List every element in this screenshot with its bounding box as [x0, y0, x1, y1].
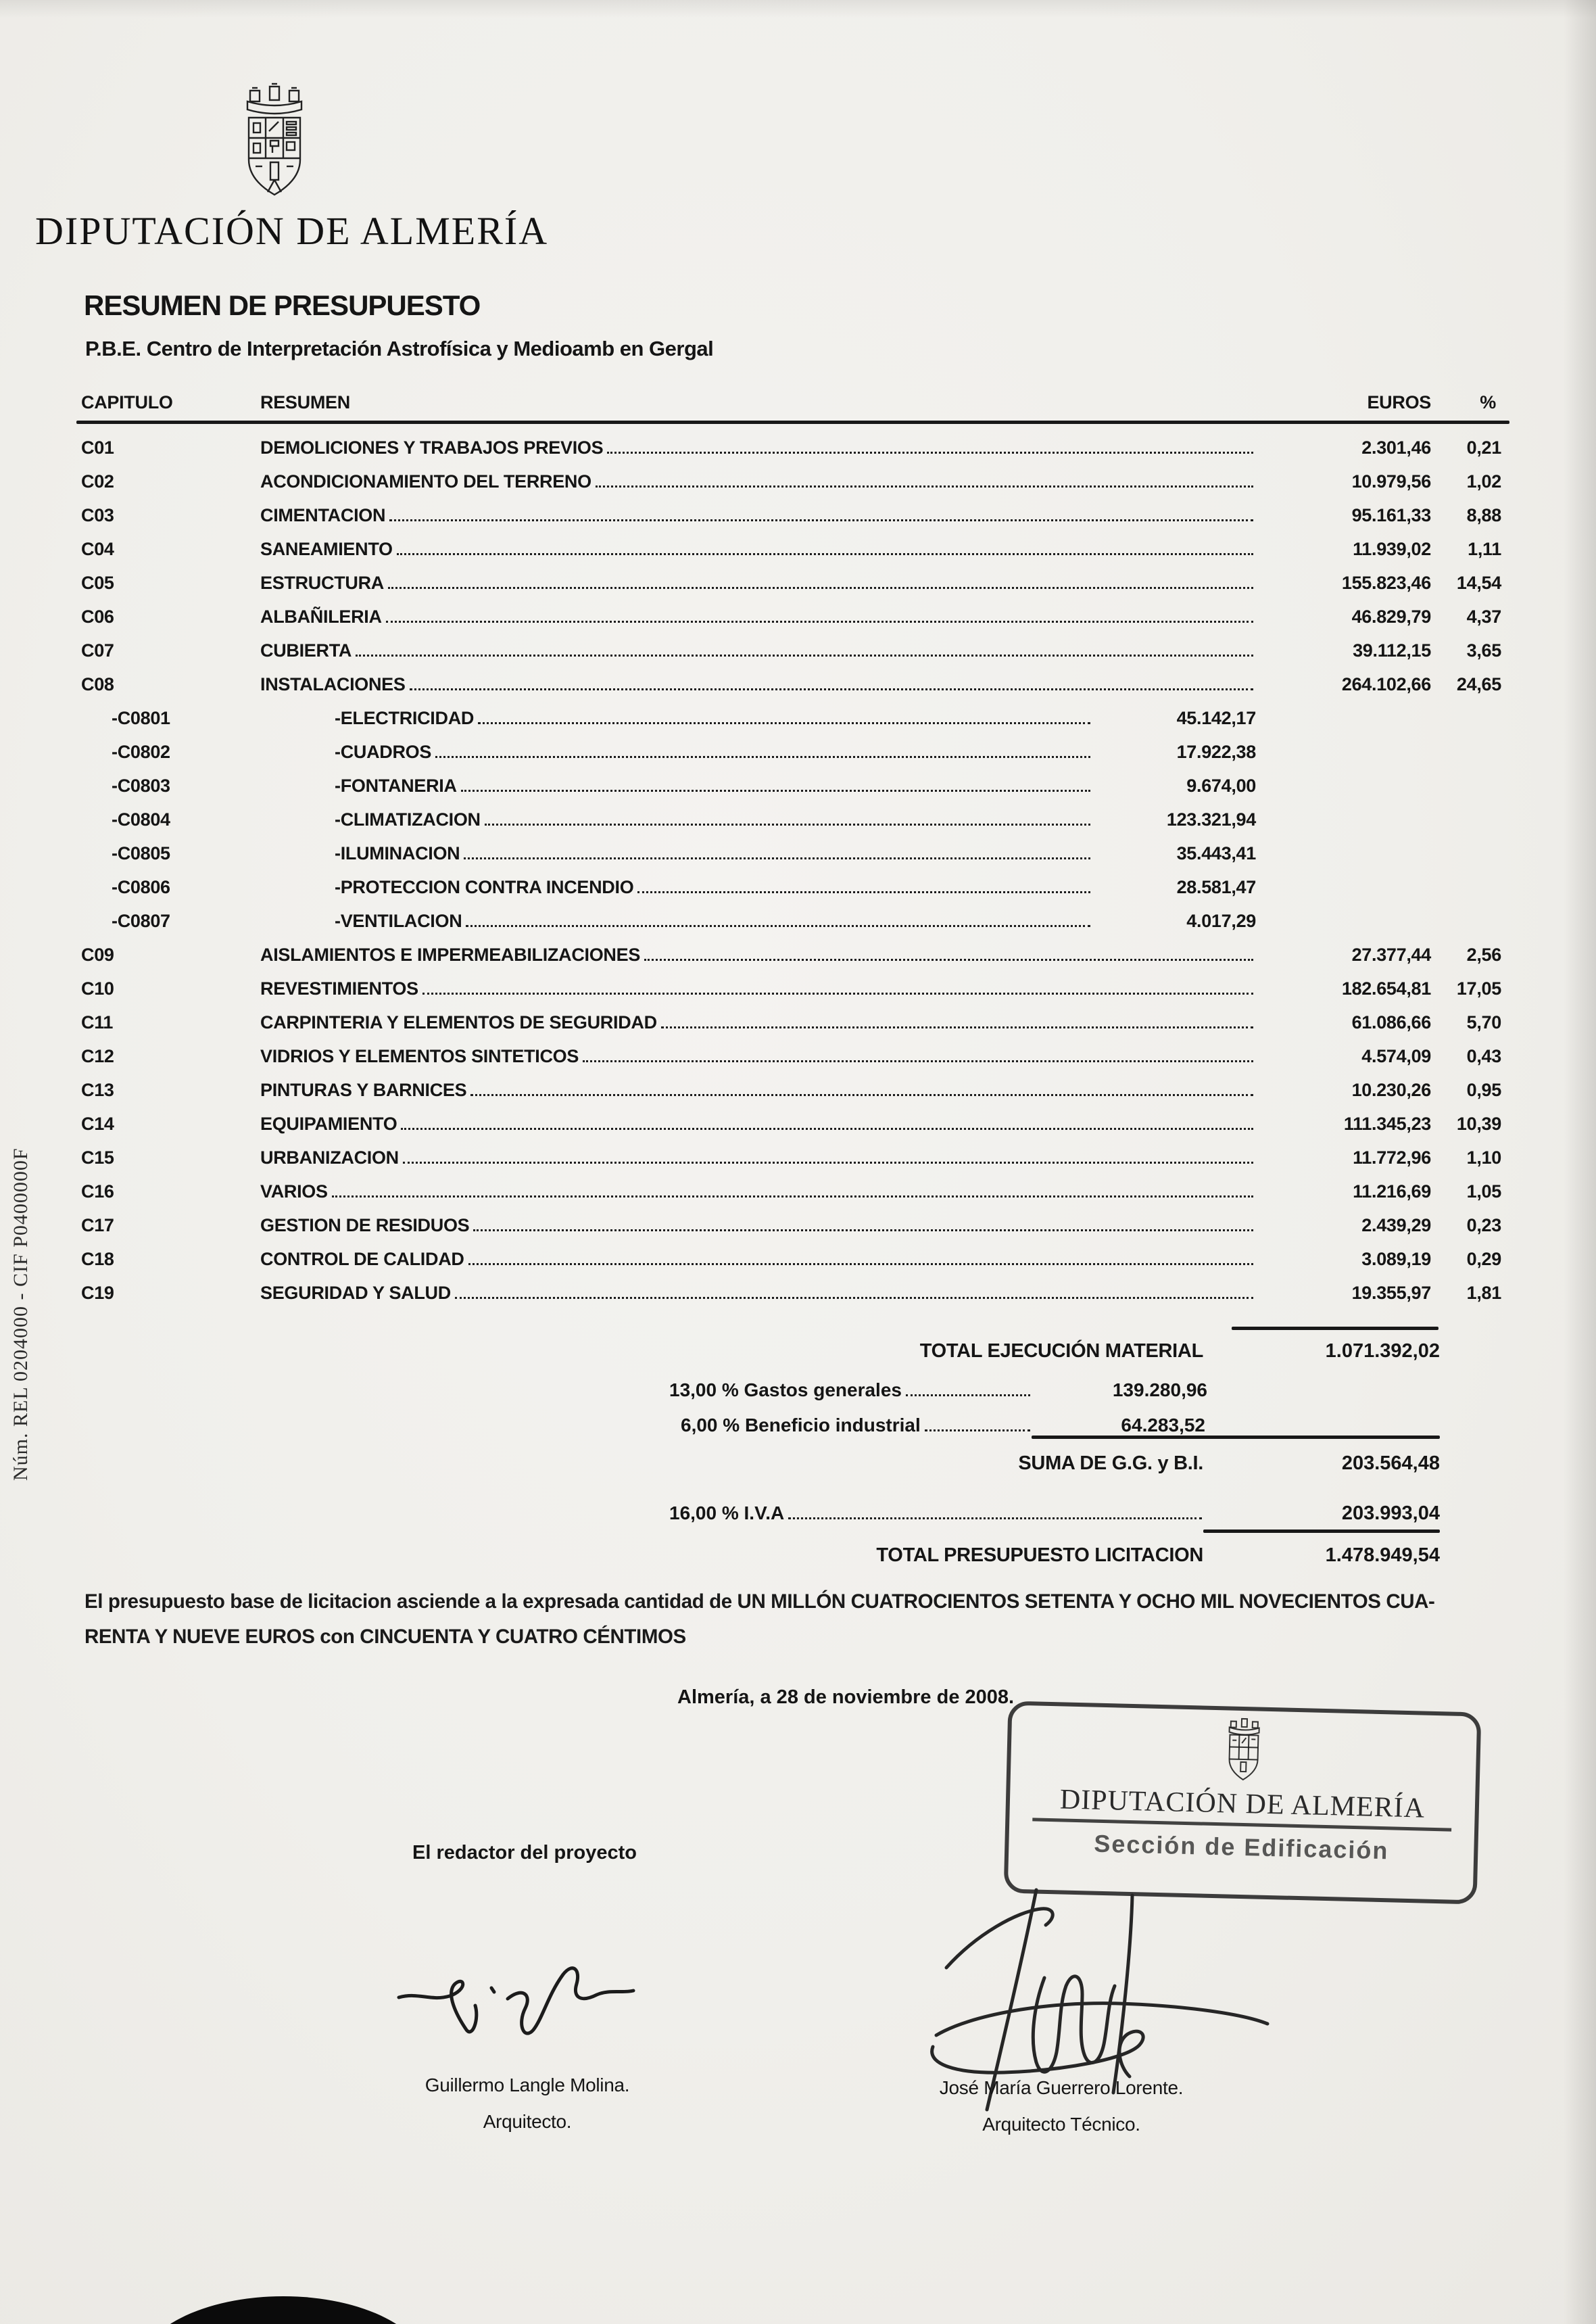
dotted-leader — [468, 1263, 1253, 1265]
chapter-description: -CUADROS — [335, 742, 432, 762]
chapter-amount-euros: 95.161,33 — [1351, 505, 1431, 525]
chapter-code: -C0803 — [112, 776, 170, 796]
chapter-description: REVESTIMIENTOS — [260, 978, 418, 999]
chapter-description: -FONTANERIA — [335, 776, 457, 796]
dotted-leader — [455, 1297, 1253, 1299]
chapter-description: CUBIERTA — [260, 640, 352, 661]
chapter-amount-euros: 123.321,94 — [1166, 809, 1256, 830]
chapter-code: C10 — [81, 978, 114, 999]
amount-in-words-line2: RENTA Y NUEVE EUROS con CINCUENTA Y CUATRO CÉNTIMOS — [84, 1626, 686, 1648]
table-row — [0, 1072, 1596, 1106]
chapter-description-wrap — [260, 1147, 1256, 1168]
chapter-amount-euros: 2.301,46 — [1361, 437, 1431, 458]
chapter-amount-euros: 46.829,79 — [1351, 607, 1431, 627]
coat-of-arms-icon — [235, 80, 314, 200]
chapter-amount-euros: 9.674,00 — [1186, 776, 1256, 796]
dotted-leader — [422, 993, 1253, 995]
chapter-percent: 1,81 — [1466, 1283, 1501, 1303]
chapter-amount-euros: 2.439,29 — [1361, 1215, 1431, 1235]
dotted-leader — [637, 891, 1090, 893]
chapter-description: SANEAMIENTO — [260, 539, 393, 559]
chapter-percent: 2,56 — [1466, 945, 1501, 965]
chapter-description: ALBAÑILERIA — [260, 607, 382, 627]
dotted-leader — [661, 1026, 1253, 1028]
dotted-leader — [470, 1094, 1253, 1096]
dotted-leader — [464, 857, 1090, 859]
chapter-percent: 1,10 — [1466, 1147, 1501, 1168]
table-row — [0, 869, 1596, 903]
chapter-description: DEMOLICIONES Y TRABAJOS PREVIOS — [260, 437, 604, 458]
rule-above-total-licitacion — [1203, 1529, 1440, 1533]
chapter-percent: 1,02 — [1466, 471, 1501, 492]
chapter-percent: 14,54 — [1456, 573, 1501, 593]
right-signer-name: José María Guerrero Lorente. — [939, 2077, 1184, 2098]
scan-edge-shade — [1564, 0, 1596, 2324]
stamp-section: Sección de Edificación — [1093, 1829, 1389, 1865]
chapter-description-wrap — [260, 1012, 1256, 1033]
dotted-leader — [389, 519, 1253, 521]
suma-label: SUMA DE G.G. y B.I. — [1018, 1452, 1203, 1474]
signature-left — [389, 1939, 652, 2054]
chapter-description-wrap — [335, 877, 1093, 898]
document-title: RESUMEN DE PRESUPUESTO — [84, 289, 481, 321]
chapter-description: -VENTILACION — [335, 911, 462, 931]
chapter-code: C17 — [81, 1215, 114, 1235]
chapter-description: CONTROL DE CALIDAD — [260, 1249, 464, 1269]
dotted-leader — [788, 1517, 1202, 1519]
chapter-amount-euros: 155.823,46 — [1341, 573, 1431, 593]
table-row — [0, 1038, 1596, 1072]
dotted-leader — [332, 1195, 1253, 1197]
table-row — [0, 463, 1596, 497]
chapter-description-wrap — [260, 1046, 1256, 1067]
stamp-organization: DIPUTACIÓN DE ALMERÍA — [1059, 1784, 1426, 1824]
chapter-description: -CLIMATIZACION — [335, 809, 481, 830]
chapter-percent: 3,65 — [1466, 640, 1501, 661]
chapter-amount-euros: 11.939,02 — [1353, 539, 1431, 559]
chapter-amount-euros: 17.922,38 — [1176, 742, 1256, 762]
chapter-code: C03 — [81, 505, 114, 525]
suma-value: 203.564,48 — [1341, 1452, 1440, 1474]
chapter-description-wrap — [260, 1249, 1256, 1270]
table-row — [0, 565, 1596, 598]
chapter-description: -ELECTRICIDAD — [335, 708, 475, 728]
beneficio-industrial-value: 64.283,52 — [1121, 1415, 1205, 1436]
chapter-code: C12 — [81, 1046, 114, 1066]
table-row — [0, 632, 1596, 666]
chapter-description-wrap — [260, 471, 1256, 492]
chapter-description-wrap — [335, 708, 1093, 729]
chapter-code: C08 — [81, 674, 114, 694]
chapter-code: C14 — [81, 1114, 114, 1134]
column-header-percent: % — [1480, 392, 1496, 412]
chapter-code: -C0801 — [112, 708, 170, 728]
dotted-leader — [356, 655, 1253, 657]
chapter-code: C06 — [81, 607, 114, 627]
chapter-percent: 1,05 — [1466, 1181, 1501, 1202]
amount-in-words-line1: El presupuesto base de licitacion asciende a la expresada cantidad de UN MILLÓN CUATROCIENTOS SETENTA Y OCHO MIL NOVECIENTOS CUA- — [84, 1590, 1435, 1613]
chapter-description-wrap — [260, 539, 1256, 560]
chapter-description-wrap — [260, 1080, 1256, 1101]
chapter-percent: 0,95 — [1466, 1080, 1501, 1100]
chapter-percent: 0,23 — [1466, 1215, 1501, 1235]
chapter-amount-euros: 10.230,26 — [1351, 1080, 1431, 1100]
chapter-description-wrap — [260, 945, 1256, 966]
table-row — [0, 903, 1596, 936]
chapter-description-wrap — [260, 505, 1256, 526]
gastos-generales-label: 13,00 % Gastos generales — [669, 1379, 902, 1400]
chapter-code: C15 — [81, 1147, 114, 1168]
budget-rows — [0, 429, 1596, 1308]
table-row — [0, 767, 1596, 801]
dotted-leader — [607, 452, 1253, 454]
chapter-percent: 0,43 — [1466, 1046, 1501, 1066]
chapter-description: VARIOS — [260, 1181, 328, 1202]
dotted-leader — [410, 688, 1253, 690]
chapter-percent: 10,39 — [1456, 1114, 1501, 1134]
chapter-amount-euros: 19.355,97 — [1351, 1283, 1431, 1303]
chapter-amount-euros: 11.772,96 — [1353, 1147, 1431, 1168]
chapter-amount-euros: 111.345,23 — [1343, 1114, 1431, 1134]
scan-top-shade — [0, 0, 1596, 18]
table-row — [0, 429, 1596, 463]
table-row — [0, 970, 1596, 1004]
chapter-percent: 1,11 — [1468, 539, 1501, 559]
chapter-description: SEGURIDAD Y SALUD — [260, 1283, 451, 1303]
header-rule — [76, 421, 1509, 424]
chapter-code: C09 — [81, 945, 114, 965]
right-signer-title: Arquitecto Técnico. — [982, 2114, 1140, 2135]
dotted-leader — [473, 1229, 1253, 1231]
dotted-leader — [386, 621, 1253, 623]
chapter-percent: 5,70 — [1466, 1012, 1501, 1033]
chapter-code: -C0805 — [112, 843, 170, 863]
chapter-code: C07 — [81, 640, 114, 661]
table-row — [0, 801, 1596, 835]
total-licitacion-value: 1.478.949,54 — [1325, 1544, 1440, 1566]
chapter-description: CIMENTACION — [260, 505, 386, 525]
chapter-amount-euros: 4.574,09 — [1361, 1046, 1431, 1066]
table-row — [0, 666, 1596, 700]
date-line: Almería, a 28 de noviembre de 2008. — [677, 1686, 1015, 1708]
chapter-amount-euros: 27.377,44 — [1351, 945, 1431, 965]
chapter-description: EQUIPAMIENTO — [260, 1114, 397, 1134]
table-row — [0, 1173, 1596, 1207]
table-row — [0, 1241, 1596, 1275]
chapter-code: C13 — [81, 1080, 114, 1100]
left-signer-name: Guillermo Langle Molina. — [425, 2074, 630, 2095]
chapter-code: -C0807 — [112, 911, 170, 931]
iva-label: 16,00 % I.V.A — [669, 1502, 785, 1523]
chapter-percent: 0,29 — [1466, 1249, 1501, 1269]
chapter-description-wrap — [260, 1215, 1256, 1236]
chapter-percent: 8,88 — [1466, 505, 1501, 525]
table-row — [0, 1275, 1596, 1308]
dotted-leader — [644, 959, 1253, 961]
side-registration-text: Núm. REL 0204000 - CIF P0400000F — [9, 1147, 32, 1481]
chapter-amount-euros: 182.654,81 — [1341, 978, 1431, 999]
chapter-percent: 17,05 — [1456, 978, 1501, 999]
table-row — [0, 700, 1596, 734]
chapter-amount-euros: 45.142,17 — [1176, 708, 1256, 728]
total-licitacion-label: TOTAL PRESUPUESTO LICITACION — [876, 1544, 1203, 1566]
chapter-code: -C0802 — [112, 742, 170, 762]
chapter-description-wrap — [260, 1114, 1256, 1135]
chapter-description-wrap — [260, 978, 1256, 999]
column-header-resumen: RESUMEN — [260, 392, 350, 412]
stamp-coat-of-arms-icon — [1222, 1715, 1267, 1787]
chapter-amount-euros: 3.089,19 — [1361, 1249, 1431, 1269]
table-row — [0, 835, 1596, 869]
table-row — [0, 734, 1596, 767]
chapter-code: C11 — [81, 1012, 114, 1033]
table-row — [0, 497, 1596, 531]
dotted-leader — [401, 1128, 1253, 1130]
chapter-percent: 0,21 — [1466, 437, 1501, 458]
dotted-leader — [596, 485, 1253, 488]
chapter-description-wrap — [260, 1181, 1256, 1202]
left-signature-role: El redactor del proyecto — [412, 1842, 637, 1864]
chapter-description: INSTALACIONES — [260, 674, 406, 694]
chapter-description: URBANIZACION — [260, 1147, 399, 1168]
table-row — [0, 531, 1596, 565]
chapter-code: C19 — [81, 1283, 114, 1303]
chapter-amount-euros: 61.086,66 — [1351, 1012, 1431, 1033]
chapter-code: C05 — [81, 573, 114, 593]
chapter-code: -C0804 — [112, 809, 170, 830]
chapter-amount-euros: 28.581,47 — [1176, 877, 1256, 897]
scan-artifact — [138, 2296, 429, 2324]
chapter-amount-euros: 11.216,69 — [1353, 1181, 1431, 1202]
chapter-description-wrap — [335, 742, 1093, 763]
chapter-code: C01 — [81, 437, 114, 458]
total-ejecucion-value: 1.071.392,02 — [1325, 1340, 1440, 1362]
chapter-amount-euros: 4.017,29 — [1186, 911, 1256, 931]
dotted-leader — [403, 1162, 1253, 1164]
chapter-amount-euros: 10.979,56 — [1351, 471, 1431, 492]
table-row — [0, 1207, 1596, 1241]
project-name: P.B.E. Centro de Interpretación Astrofísica y Medioamb en Gergal — [85, 337, 714, 360]
column-header-euros: EUROS — [1367, 392, 1431, 412]
chapter-description: GESTION DE RESIDUOS — [260, 1215, 470, 1235]
left-signer-title: Arquitecto. — [483, 2111, 572, 2132]
total-ejecucion-label: TOTAL EJECUCIÓN MATERIAL — [919, 1340, 1203, 1362]
table-row — [0, 1139, 1596, 1173]
column-header-capitulo: CAPITULO — [81, 392, 173, 412]
chapter-description: -PROTECCION CONTRA INCENDIO — [335, 877, 634, 897]
chapter-description-wrap — [335, 843, 1093, 864]
chapter-percent: 4,37 — [1466, 607, 1501, 627]
rule-above-suma — [1032, 1436, 1440, 1439]
dotted-leader — [478, 722, 1090, 724]
dotted-leader — [583, 1060, 1253, 1062]
dotted-leader — [397, 553, 1253, 555]
chapter-description-wrap — [260, 1283, 1256, 1304]
chapter-description: VIDRIOS Y ELEMENTOS SINTETICOS — [260, 1046, 579, 1066]
iva-line — [669, 1502, 1203, 1524]
chapter-description-wrap — [260, 607, 1256, 627]
chapter-description-wrap — [260, 640, 1256, 661]
dotted-leader — [485, 824, 1090, 826]
chapter-code: C02 — [81, 471, 114, 492]
chapter-description-wrap — [260, 573, 1256, 594]
chapter-code: C18 — [81, 1249, 114, 1269]
chapter-description: PINTURAS Y BARNICES — [260, 1080, 467, 1100]
chapter-code: C04 — [81, 539, 114, 559]
chapter-description: CARPINTERIA Y ELEMENTOS DE SEGURIDAD — [260, 1012, 657, 1033]
chapter-code: -C0806 — [112, 877, 170, 897]
dotted-leader — [388, 587, 1253, 589]
gastos-generales-value: 139.280,96 — [1112, 1379, 1207, 1400]
organization-name: DIPUTACIÓN DE ALMERÍA — [35, 209, 549, 253]
chapter-description: ACONDICIONAMIENTO DEL TERRENO — [260, 471, 591, 492]
dotted-leader — [466, 925, 1090, 927]
chapter-code: C16 — [81, 1181, 114, 1202]
beneficio-industrial-label: 6,00 % Beneficio industrial — [681, 1415, 921, 1436]
table-row — [0, 936, 1596, 970]
chapter-description-wrap — [335, 776, 1093, 797]
table-row — [0, 1004, 1596, 1038]
dotted-leader — [461, 790, 1090, 792]
table-row — [0, 598, 1596, 632]
chapter-amount-euros: 264.102,66 — [1341, 674, 1431, 694]
chapter-percent: 24,65 — [1456, 674, 1501, 694]
chapter-amount-euros: 39.112,15 — [1353, 640, 1431, 661]
chapter-description: AISLAMIENTOS E IMPERMEABILIZACIONES — [260, 945, 641, 965]
chapter-description-wrap — [260, 437, 1256, 458]
chapter-description-wrap — [335, 911, 1093, 932]
chapter-description-wrap — [260, 674, 1256, 695]
iva-value: 203.993,04 — [1341, 1502, 1440, 1524]
chapter-description-wrap — [335, 809, 1093, 830]
table-row — [0, 1106, 1596, 1139]
chapter-description: -ILUMINACION — [335, 843, 460, 863]
rule-above-total-ejecucion — [1232, 1327, 1438, 1330]
dotted-leader — [435, 756, 1090, 758]
chapter-description: ESTRUCTURA — [260, 573, 384, 593]
chapter-amount-euros: 35.443,41 — [1176, 843, 1256, 863]
